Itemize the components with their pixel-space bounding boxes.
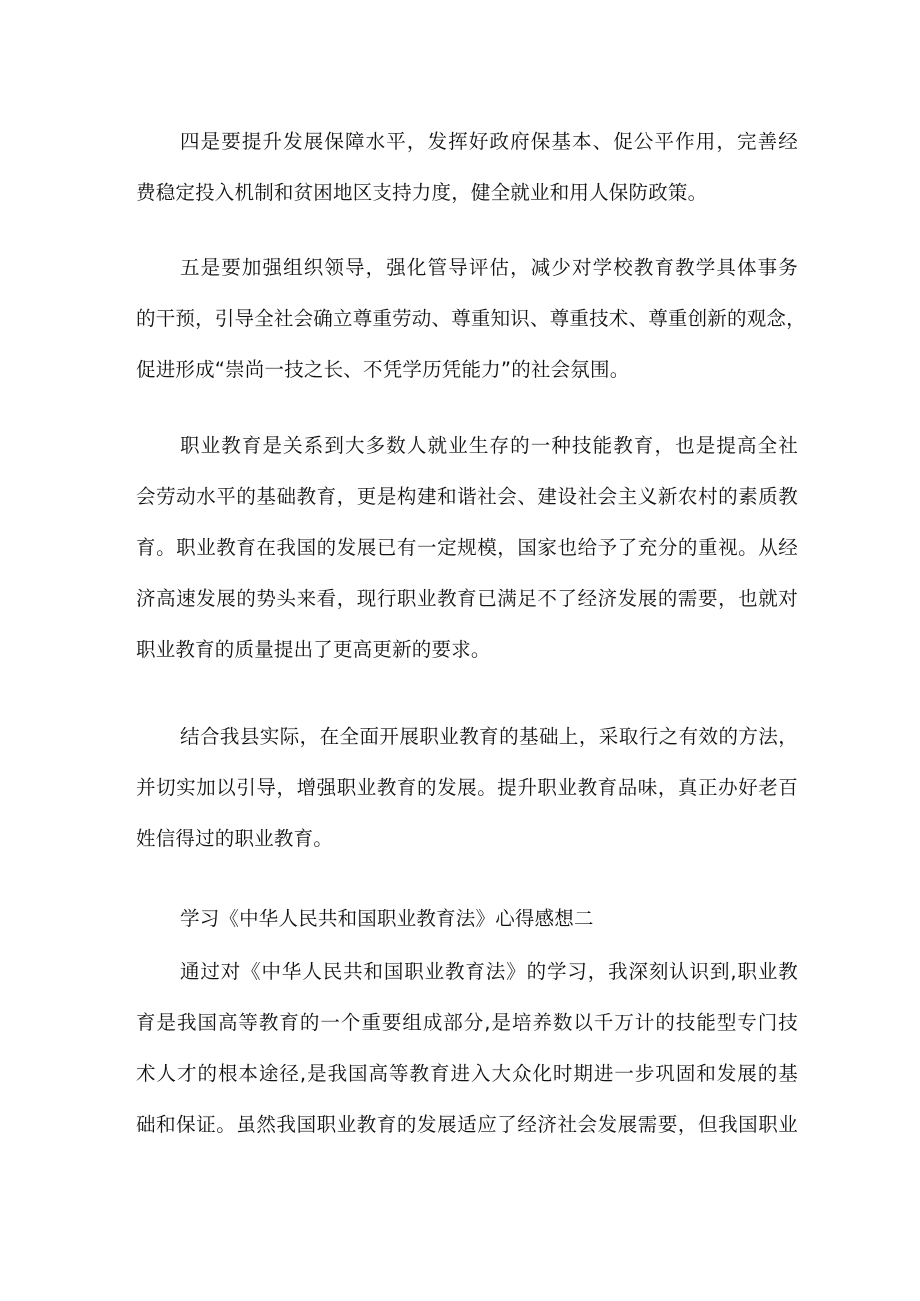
paragraph-county-practice	[136, 711, 798, 864]
paragraph-support-level	[136, 116, 798, 218]
paragraph-study-reflection	[136, 946, 798, 1150]
text-line: 育。职业教育在我国的发展已有一定规模，国家也给予了充分的重视。从经	[136, 536, 798, 559]
text-line: 四是要提升发展保障水平，发挥好政府保基本、促公平作用，完善经	[180, 130, 798, 153]
text-line: 促进形成“崇尚一技之长、不凭学历凭能力”的社会氛围。	[136, 358, 630, 381]
text-line: 费稳定投入机制和贫困地区支持力度，健全就业和用人保防政策。	[136, 181, 708, 204]
text-line: 的干预，引导全社会确立尊重劳动、尊重知识、尊重技术、尊重创新的观念，	[136, 307, 806, 330]
text-line: 职业教育的质量提出了更高更新的要求。	[136, 638, 491, 661]
text-line: 职业教育是关系到大多数人就业生存的一种技能教育，也是提高全社	[180, 434, 798, 457]
section-title: 学习《中华人民共和国职业教育法》心得感想二	[180, 907, 594, 930]
paragraph-vocational-education	[136, 420, 798, 675]
section-heading	[136, 893, 798, 944]
text-line: 育是我国高等教育的一个重要组成部分,是培养数以千万计的技能型专门技	[136, 1011, 798, 1034]
text-line: 础和保证。虽然我国职业教育的发展适应了经济社会发展需要，但我国职业	[136, 1113, 798, 1136]
text-line: 五是要加强组织领导，强化管导评估，减少对学校教育教学具体事务	[180, 256, 798, 279]
text-line: 会劳动水平的基础教育，更是构建和谐社会、建设社会主义新农村的素质教	[136, 485, 798, 508]
text-line: 术人才的根本途径,是我国高等教育进入大众化时期进一步巩固和发展的基	[136, 1062, 798, 1085]
text-line: 济高速发展的势头来看，现行职业教育已满足不了经济发展的需要，也就对	[136, 587, 798, 610]
text-line: 通过对《中华人民共和国职业教育法》的学习，我深刻认识到,职业教	[180, 960, 798, 983]
paragraph-organization	[136, 242, 806, 395]
text-line: 结合我县实际，在全面开展职业教育的基础上，采取行之有效的方法，	[180, 725, 798, 748]
text-line: 并切实加以引导，增强职业教育的发展。提升职业教育品味，真正办好老百	[136, 776, 798, 799]
text-line: 姓信得过的职业教育。	[136, 827, 334, 850]
